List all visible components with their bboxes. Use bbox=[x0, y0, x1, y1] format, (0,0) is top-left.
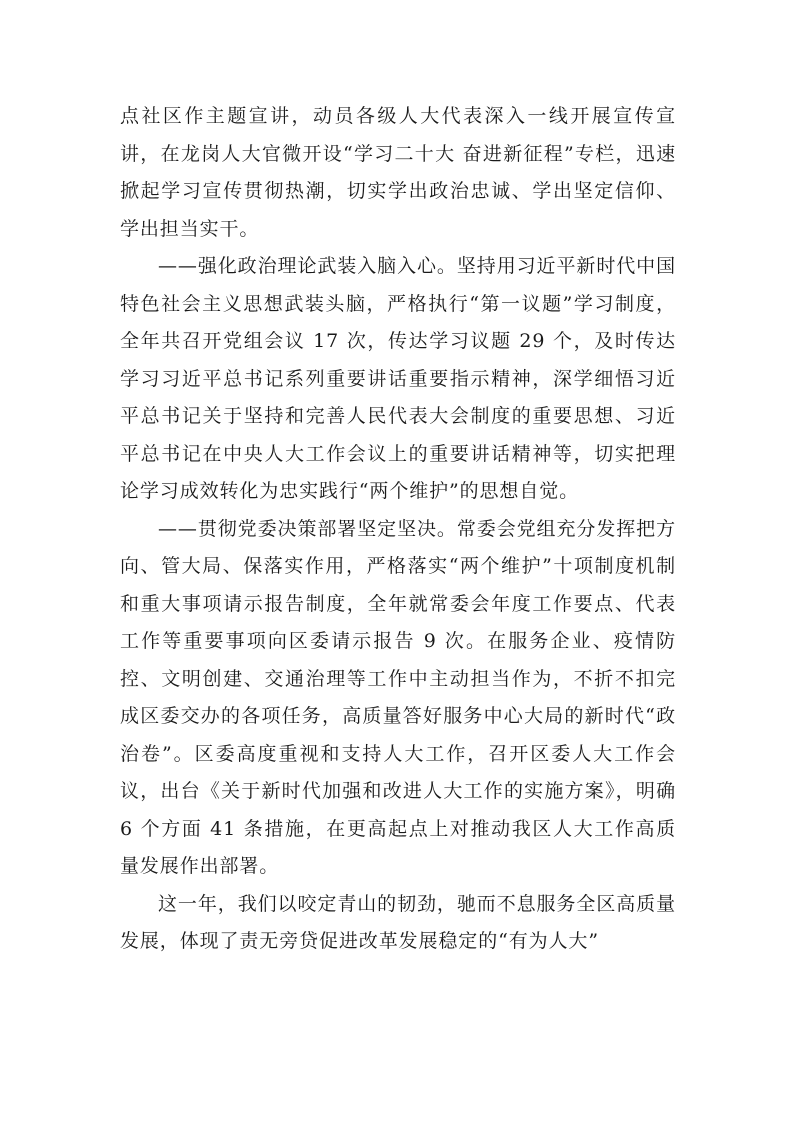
document-body bbox=[120, 98, 676, 961]
paragraph-2: ——强化政治理论武装入脑入心。坚持用习近平新时代中国特色社会主义思想武装头脑，严格执行“第一议题”学习制度，全年共召开党组会议 17 次，传达学习议题 29 个，及时传达学习习近平总书记系列重要讲话重要指示精神，深学细悟习近平总书记关于坚持和完善人民代表大会制度的重要思想、习近平总书记在中央人大工作会议上的重要讲话精神等，切实把理论学习成效转化为忠实践行“两个维护”的思想自觉。 bbox=[120, 255, 676, 502]
paragraph-3: ——贯彻党委决策部署坚定坚决。常委会党组充分发挥把方向、管大局、保落实作用，严格落实“两个维护”十项制度机制和重大事项请示报告制度，全年就常委会年度工作要点、代表工作等重要事项向区委请示报告 9 次。在服务企业、疫情防控、文明创建、交通治理等工作中主动担当作为，不折不扣完成区委交办的各项任务，高质量答好服务中心大局的新时代“政治卷”。区委高度重视和支持人大工作，召开区委人大工作会议，出台《关于新时代加强和改进人大工作的实施方案》，明确 6 个方面 41 条措施，在更高起点上对推动我区人大工作高质量发展作出部署。 bbox=[120, 517, 676, 877]
paragraph-4: 这一年，我们以咬定青山的韧劲，驰而不息服务全区高质量发展，体现了责无旁贷促进改革发展稳定的“有为人大” bbox=[120, 892, 676, 952]
paragraph-1: 点社区作主题宣讲，动员各级人大代表深入一线开展宣传宣讲，在龙岗人大官微开设“学习二十大 奋进新征程”专栏，迅速掀起学习宣传贯彻热潮，切实学出政治忠诚、学出坚定信仰、学出担当实干。 bbox=[120, 105, 676, 240]
